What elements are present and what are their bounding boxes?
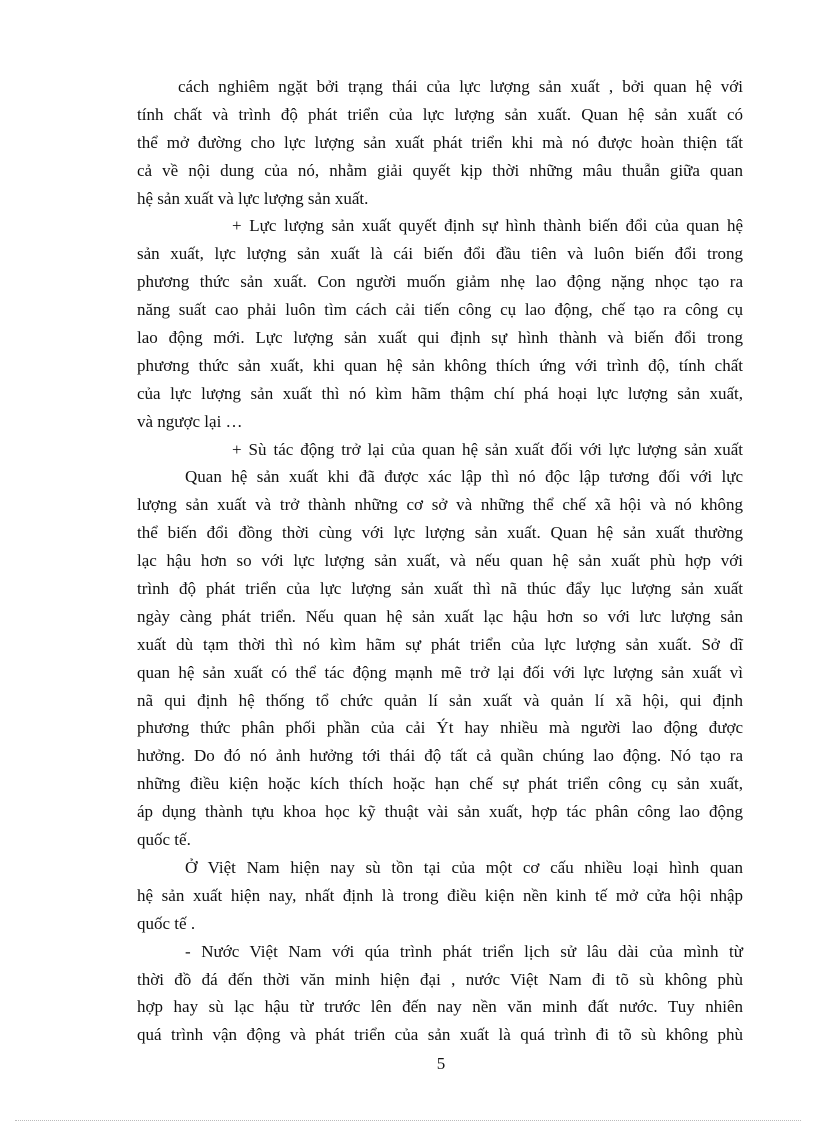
text-line: hợp hay sù lạc hậu từ trước lên đến nay nền văn minh đất nước. Tuy nhiên [137, 997, 743, 1017]
text-line: thời đồ đá đến thời văn minh hiện đại , nước Việt Nam đi tõ sù không phù [137, 969, 743, 989]
paragraph [137, 854, 743, 938]
text-line: Ở Việt Nam hiện nay sù tồn tại của một cơ cấu nhiều loại hình quan [185, 857, 743, 877]
text-line: nã qui định hệ thống tổ chức quản lí sản xuất và quản lí xã hội, qui định [137, 690, 743, 710]
text-line: của lực lượng sản xuất thì nó kìm hãm thậm chí phá hoại lực lượng sản xuất, [137, 383, 743, 403]
text-line: áp dụng thành tựu khoa học kỹ thuật vài sản xuất, hợp tác phân công lao động [137, 802, 743, 822]
paragraph [137, 463, 743, 853]
text-line: lượng sản xuất và trở thành những cơ sở và những thể chế xã hội và nó không [137, 495, 743, 515]
paragraph [137, 73, 743, 212]
text-line: năng suất cao phải luôn tìm cách cải tiến công cụ lao động, chế tạo ra công cụ [137, 300, 743, 320]
text-line: - Nước Việt Nam với qúa trình phát triển lịch sử lâu dài của mình từ [185, 941, 743, 961]
text-line: ngày càng phát triển. Nếu quan hệ sản xuất lạc hậu hơn so với lưc lượng sản [137, 606, 743, 626]
text-line: Quan hệ sản xuất khi đã được xác lập thì nó độc lập tương đối với lực [185, 467, 743, 487]
text-line: hệ sản xuất và lực lượng sản xuất. [137, 188, 369, 208]
text-line: quốc tế . [137, 913, 196, 933]
text-line: phương thức sản xuất. Con người muốn giảm nhẹ lao động nặng nhọc tạo ra [137, 272, 743, 292]
paragraph [137, 436, 743, 464]
text-line: phương thức phân phối phần của cải Ýt hay nhiều mà người lao động được [137, 718, 743, 738]
text-line: phương thức sản xuất, khi quan hệ sản không thích ứng với trình độ, tính chất [137, 355, 743, 375]
text-line: trình độ phát triển của lực lượng sản xuất thì nã thúc đẩy lục lượng sản xuất [137, 579, 743, 599]
text-line: quốc tế. [137, 830, 191, 850]
text-line: hệ sản xuất hiện nay, nhất định là trong điều kiện nền kinh tế mở cửa hội nhập [137, 885, 743, 905]
text-line: xuất dù tạm thời thì nó kìm hãm sự phát triển của lực lượng sản xuất. Sở dĩ [137, 634, 743, 654]
text-line: + Lực lượng sản xuất quyết định sự hình thành biến đổi của quan hệ [232, 216, 743, 236]
text-line: + Sù tác động trở lại của quan hệ sản xuất đối với lực lượng sản xuất [232, 439, 743, 459]
text-line: cách nghiêm ngặt bởi trạng thái của lực lượng sản xuất , bởi quan hệ với [178, 77, 743, 96]
text-line: thể mở đường cho lực lượng sản xuất phát triển khi mà nó được hoàn thiện tất [137, 132, 743, 152]
text-line: lao động mới. Lực lượng sản xuất qui định sự hình thành và biến đổi trong [137, 328, 743, 348]
paragraph [137, 938, 743, 1050]
text-line: lạc hậu hơn so với lực lượng sản xuất, và nếu quan hệ sản xuất phù hợp với [137, 551, 743, 571]
text-line: những điều kiện hoặc kích thích hoặc hạn chế sự phát triển công cụ sản xuất, [137, 774, 743, 794]
document-body [137, 73, 743, 1049]
text-line: thể biến đổi đồng thời cùng với lực lượng sản xuất. Quan hệ sản xuất thường [137, 523, 743, 543]
text-line: hưởng. Do đó nó ảnh hưởng tới thái độ tất cả quần chúng lao động. Nó tạo ra [137, 746, 743, 766]
paragraph [137, 212, 743, 435]
text-line: và ngược lại … [137, 411, 243, 431]
text-line: quá trình vận động và phát triển của sản xuất là quá trình đi tõ sù không phù [137, 1025, 743, 1045]
text-line: sản xuất, lực lượng sản xuất là cái biến đổi đầu tiên và luôn biến đổi trong [137, 244, 743, 264]
page-number: 5 [436, 1054, 446, 1073]
page-break-divider [15, 1120, 801, 1121]
text-line: tính chất và trình độ phát triển của lực lượng sản xuất. Quan hệ sản xuất có [137, 104, 743, 124]
text-line: quan hệ sản xuất có thể tác động mạnh mẽ trở lại đối với lực lượng sản xuất vì [137, 662, 743, 682]
text-line: cả về nội dung của nó, nhằm giải quyết kịp thời những mâu thuẫn giữa quan [137, 160, 743, 180]
